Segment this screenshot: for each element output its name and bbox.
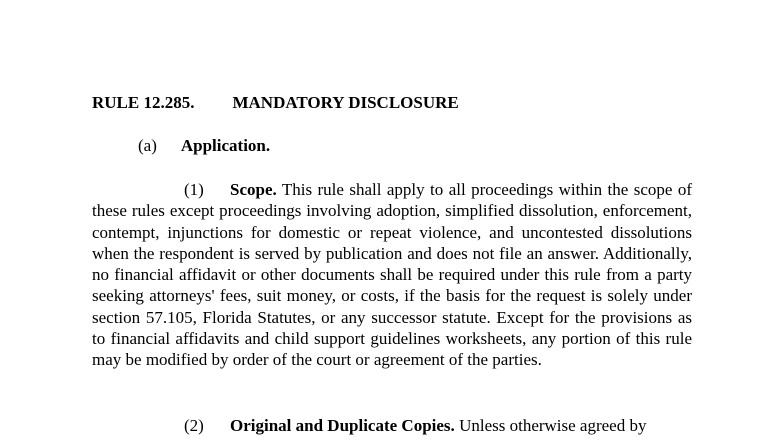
paragraph-body: This rule shall apply to all proceedings within the scope of these rules except proceedings involving adoption, simplified dissolution, enforcement, contempt, injunctions for domestic or repeat violence, and uncontested dissolutions when the respondent is served by publication and does not file an answer. Additionally, no financial affidavit or other documents shall be required under this rule from a party seeking attorneys' fees, suit money, or costs, if the basis for the request is solely under section 57.105, Florida Statutes, or any successor statute. Except for the provisions as to financial affidavits and child support guidelines worksheets, any portion of this rule may be modified by order of the court or agreement of the parties. xyxy=(92,180,692,370)
section-a-label: (a) xyxy=(138,136,157,155)
rule-number: RULE 12.285. xyxy=(92,93,195,112)
paragraph-body: Unless otherwise agreed by xyxy=(459,416,647,435)
section-a-title: Application. xyxy=(180,136,271,155)
paragraph-number: (2) xyxy=(184,416,204,435)
rule-title: MANDATORY DISCLOSURE xyxy=(232,93,459,112)
paragraph-scope xyxy=(92,179,692,371)
paragraph-copies xyxy=(92,415,692,436)
rule-heading xyxy=(92,92,459,114)
paragraph-number: (1) xyxy=(184,180,204,199)
section-a-heading xyxy=(138,135,270,157)
paragraph-title: Scope. xyxy=(230,180,277,199)
paragraph-title: Original and Duplicate Copies. xyxy=(230,416,455,435)
